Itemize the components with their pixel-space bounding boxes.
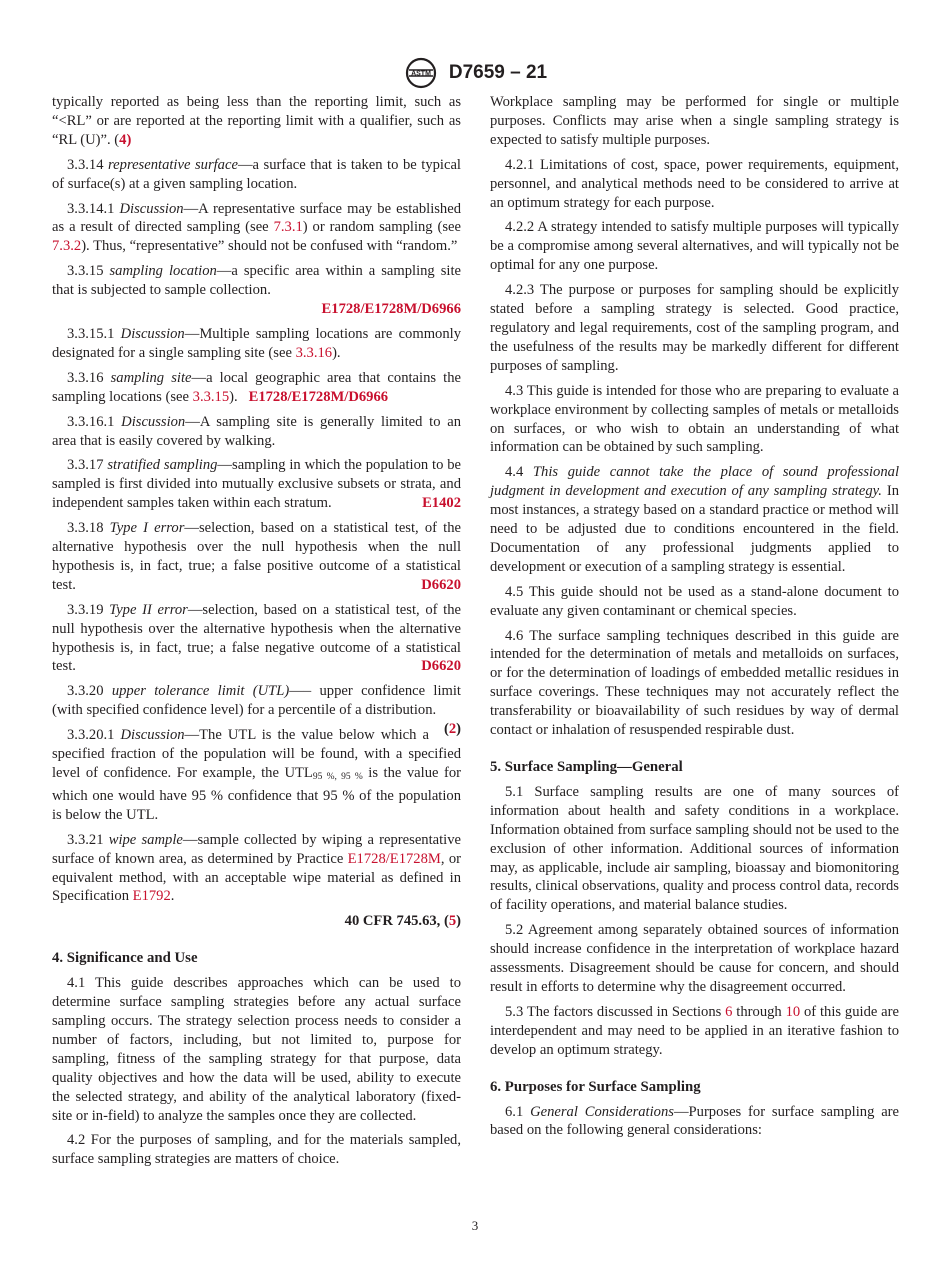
paragraph-3-3-13-continued: typically reported as being less than the reporting limit, such as “<RL” or are reported at the reporting limit with a qualifier, such as “RL (U)”. (4) [52,94,461,148]
paragraph-4-2-2: 4.2.2 A strategy intended to satisfy multiple purposes will typically be a compromise among several alternatives, and will typically not be optimal for any one purpose. [490,219,899,274]
definition-3-3-15: 3.3.15 sampling location—a specific area within a sampling site that is subjected to sample collection. E1728/E1728M/D6966 [52,263,461,318]
section-link[interactable]: 7.3.2 [52,238,82,255]
right-column [490,93,899,1146]
paragraph-4-3: 4.3 This guide is intended for those who are preparing to evaluate a workplace environment by collecting samples of metals or metalloids on surfaces, or who wish to obtain an understanding of what information can be obtained by such sampling. [490,382,899,456]
standard-citation[interactable]: E1728/E1728M/D6966 [321,301,461,318]
section-link[interactable]: 7.3.1 [273,219,303,236]
definition-3-3-16: 3.3.16 sampling site—a local geographic area that contains the sampling locations (see 3.3.15). E1728/E1728M/D6966 [52,369,461,405]
definition-3-3-21: 3.3.21 wipe sample—sample collected by wiping a representative surface of known area, as determined by Practice E1728/E1728M, or equivalent method, with an acceptable wipe material as defined in Specification E1792. [52,831,462,905]
section-heading-6: 6. Purposes for Surface Sampling [490,1078,701,1095]
regulation-citation: 40 CFR 745.63, (5) [344,913,461,930]
page-header [0,56,950,90]
definition-3-3-20-1: 3.3.20.1 Discussion—The UTL is the value below which a specified fraction of the population will be found, with a specified level of confidence. For example, the $UTL_{95 \%, 95 \%}$ is the value for which one would have 95 % confidence that 95 % of the population is below the UTL. [52,727,462,823]
paragraph-4-4: 4.4 This guide cannot take the place of sound professional judgment in development and execution of any sampling strategy. In most instances, a strategy based on a standard practice or method will need to be adjusted due to conditions encountered in the field. Documentation of any professional judgments applied to development or execution of a sampling strategy is essential. [490,464,900,575]
section-heading-5: 5. Surface Sampling—General [490,759,683,775]
definition-3-3-19: 3.3.19 Type II error—selection, based on a statistical test, of the null hypothesis over the alternative hypothesis when the alternative hypothesis is, in fact, true; a false negative outcome of a statistical test. D6620 [52,601,461,675]
standard-link[interactable]: E1728/E1728M [347,850,441,867]
left-column [52,93,461,1175]
section-link[interactable]: 3.3.15 [192,388,230,405]
paragraph-6-1: 6.1 General Considerations—Purposes for surface sampling are based on the following general considerations: [490,1103,900,1139]
reference-link[interactable]: 2 [448,721,457,738]
svg-text:ASTM: ASTM [410,70,431,78]
paragraph-4-1: 4.1 This guide describes approaches which can be used to determine surface sampling strategies before any actual surface sampling occurs. The strategy selection process needs to consider a number of factors, including, but not limited to, purpose for sampling, fitness of the sampling strategy for that purpose, data quality objectives and how the data will be used, ability to execute the selected strategy, and ability of the analytical laboratory (fixed-site or in-field) to analyze the samples once they are collected. [52,975,461,1124]
definition-3-3-14: 3.3.14 representative surface—a surface that is taken to be typical of surface(s) at a given sampling location. [52,156,461,192]
standard-citation[interactable]: D6620 [421,658,461,675]
definition-3-3-16-1: 3.3.16.1 Discussion—A sampling site is generally limited to an area that is easily covered by walking. [52,413,461,449]
section-link[interactable]: 3.3.16 [295,344,333,361]
section-link[interactable]: 10 [785,1003,801,1020]
definition-3-3-14-1: 3.3.14.1 Discussion—A representative surface may be established as a result of directed sampling (see 7.3.1) or random sampling (see 7.3.2). Thus, “representative” should not be confused with “random.” [52,200,461,255]
paragraph-4-2-continued: Workplace sampling may be performed for single or multiple purposes. Conflicts may arise when a single sampling strategy is expected to satisfy multiple purposes. [490,94,899,148]
definition-3-3-18: 3.3.18 Type I error—selection, based on a statistical test, of the alternative hypothesis over the null hypothesis when the null hypothesis is, in fact, true; a false positive outcome of a statistical test. D6620 [52,520,461,593]
paragraph-4-2-1: 4.2.1 Limitations of cost, space, power requirements, equipment, personnel, and analytical methods need to be considered to arrive at an optimum strategy for each purpose. [490,156,899,211]
reference-link[interactable]: 5 [448,913,457,930]
paragraph-4-2-3: 4.2.3 The purpose or purposes for sampling should be explicitly stated before a sampling strategy is selected. Good practice, regulatory and legal requirements, cost of the sampling program, and the usefulness of the results may be markedly different for different purposes of sampling. [490,282,899,374]
astm-logo-icon [403,56,439,90]
document-designation: D7659 – 21 [448,62,548,83]
standard-link[interactable]: E1792 [132,888,171,905]
standard-citation[interactable]: E1402 [422,495,461,512]
paragraph-4-6: 4.6 The surface sampling techniques described in this guide are intended for the determination of metals and metalloids on surfaces, or for the determination of loadings of embedded metallic residues in surface coverings. These techniques may not accurately reflect the transferability or bioavailability of such residues by way of dermal contact or inhalation of resuspended respirable dust. [490,627,899,739]
reference-link[interactable]: 4 [119,131,127,148]
standard-citation[interactable]: E1728/E1728M/D6966 [248,388,389,405]
definition-3-3-17: 3.3.17 stratified sampling—sampling in which the population to be sampled is first divided into mutually exclusive subsets or strata, and independent samples taken within each stratum. E1402 [52,457,462,512]
page-number: 3 [471,1218,479,1233]
standard-citation[interactable]: D6620 [421,576,461,593]
paragraph-4-2: 4.2 For the purposes of sampling, and for the materials sampled, surface sampling strategies are matters of choice. [52,1132,461,1168]
paragraph-5-3: 5.3 The factors discussed in Sections 6 through 10 of this guide are interdependent and may need to be applied in an iterative fashion to develop an optimum strategy. [490,1003,900,1058]
definition-3-3-15-1: 3.3.15.1 Discussion—Multiple sampling locations are commonly designated for a single sampling site (see 3.3.16). [52,325,461,361]
paragraph-5-2: 5.2 Agreement among separately obtained sources of information should increase confidence in the interpretation of workplace hazard assessments. Disagreement should be cause for concern, and should result in efforts to determine why the disagreement occurred. [490,922,899,995]
section-link[interactable]: 6 [725,1003,733,1020]
definition-3-3-20: 3.3.20 upper tolerance limit (UTL)—– upper confidence limit (with specified confidence level) for a percentile of a distribution. (2) [52,683,461,738]
section-heading-4: 4. Significance and Use [52,950,198,967]
paragraph-5-1: 5.1 Surface sampling results are one of many sources of information about health and safety conditions in a workplace. Information obtained from surface sampling should not be used to the exclusion of other information. Additional sources of information may, as applicable, include air sampling, bioassay and biomonitoring results, clinical observations, quality and process control data, records of facility operations, and material balance studies. [490,783,899,914]
paragraph-4-5: 4.5 This guide should not be used as a stand-alone document to evaluate any given contaminant or chemical species. [490,583,899,619]
